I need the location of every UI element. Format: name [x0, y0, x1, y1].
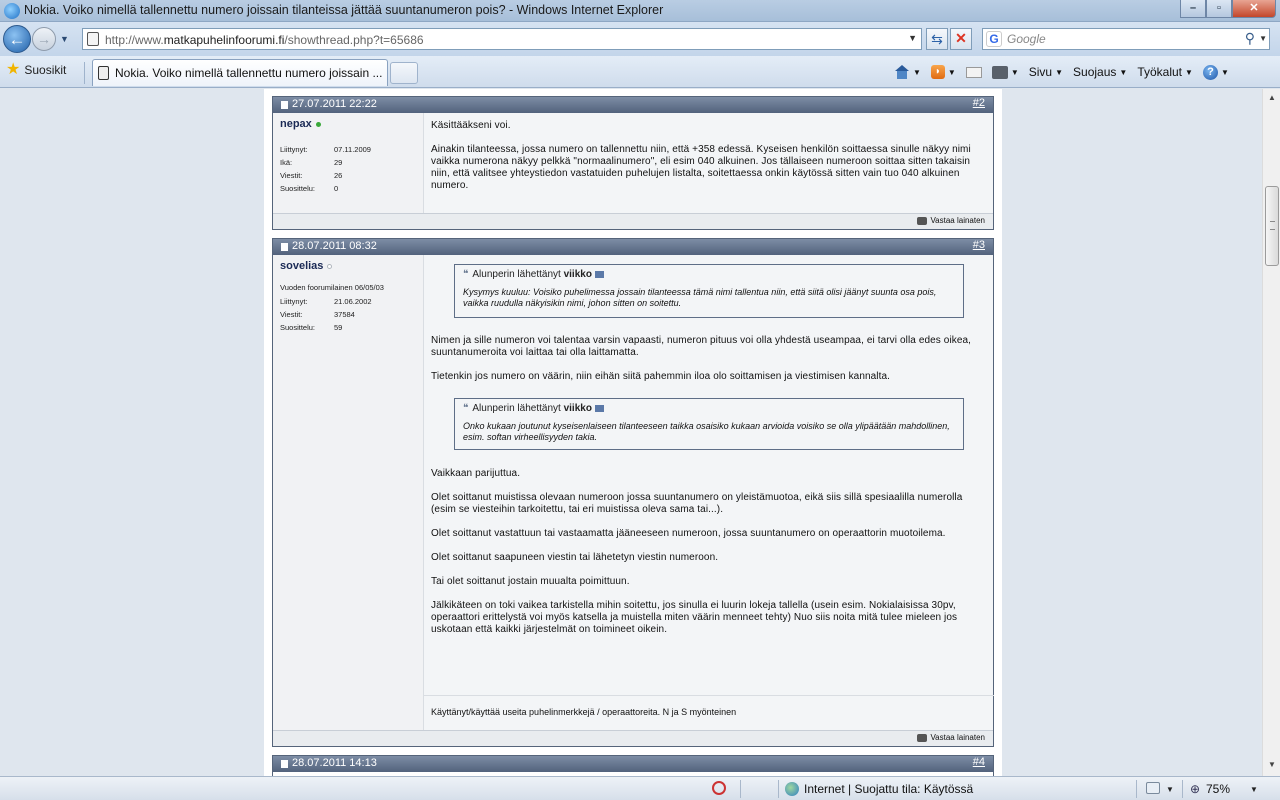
- post-header: [273, 756, 993, 772]
- post-body: [273, 113, 993, 213]
- divider: [740, 780, 741, 798]
- chevron-down-icon[interactable]: ▼: [1166, 785, 1174, 794]
- post-footer: [273, 730, 993, 746]
- quote-text: Onko kukaan joutunut kyseisenlaiseen tilanteeseen taikka osaisiko kukaan arvioida voisiko se olla ylipäätään mahdollinen, esim. softan virheellisyyden takia.: [463, 421, 950, 442]
- tools-menu[interactable]: Työkalut ▼: [1137, 65, 1193, 79]
- page-menu[interactable]: Sivu ▼: [1028, 65, 1064, 79]
- user-info: [273, 255, 424, 730]
- quote-header: ❝ Alunperin lähettänyt viikko: [463, 269, 604, 280]
- message-paragraph: Nimen ja sille numeron voi talentaa varsin vapaasti, numeron pituus voi olla yhdestä useampaa, ei tarvi olla edes oikea, suuntanumeroita voi laittaa tai olla laittamatta.: [431, 335, 972, 358]
- stat-label: Liittynyt:: [280, 297, 308, 306]
- popup-blocked-icon[interactable]: [712, 781, 726, 795]
- favorites-button[interactable]: [6, 63, 66, 77]
- stat-value: 07.11.2009: [334, 145, 371, 154]
- post-message: [431, 335, 981, 395]
- stat-label: Viestit:: [280, 310, 303, 319]
- forum-post: [272, 238, 994, 747]
- message-paragraph: Jälkikäteen on toki vaikea tarkistella mihin soitettu, jos sinulla ei luurin lokeja tallella (usein esim. Nokialaisissa 30pv, operaattori erittelystä voi myös katsella ja muistella miten väärin menneet tehty) Nuo siis noita mitä tulee mieleen jos uskotaan että kaikki järjestelmät on toimineet oikein.: [431, 600, 958, 635]
- quote-text: Kysymys kuuluu: Voisiko puhelimessa jossain tilanteessa tämä nimi tallentua niin, että siitä olisi jäänyt suunta osa pois, vaikka ruudulla näkyisikin nimi, johon sitten on soitettu.: [463, 287, 937, 308]
- security-zone[interactable]: Internet | Suojattu tila: Käytössä: [804, 782, 974, 796]
- divider: [84, 62, 85, 84]
- message-paragraph: Tietenkin jos numero on väärin, niin eihän siitä pahemmin iloa olo soittamisen ja viestimisen kannalta.: [431, 371, 891, 382]
- message-paragraph: Vaikkaan parijuttua.: [431, 468, 521, 479]
- refresh-button[interactable]: ⇆: [926, 28, 948, 50]
- quote-block: [454, 398, 964, 450]
- vertical-scrollbar[interactable]: [1262, 89, 1280, 776]
- stat-label: Viestit:: [280, 171, 303, 180]
- minimize-button[interactable]: –: [1180, 0, 1206, 18]
- post-header: [273, 97, 993, 113]
- post-message: [431, 468, 981, 648]
- search-box[interactable]: [982, 28, 1270, 50]
- quote-icon: ❝: [463, 403, 469, 414]
- search-placeholder[interactable]: Google: [1007, 32, 1046, 46]
- user-title: Vuoden foorumilainen 06/05/03: [280, 283, 384, 292]
- stat-value: 37584: [334, 310, 355, 319]
- command-bar: [890, 61, 1233, 83]
- post-body: [273, 255, 993, 730]
- post-number-link[interactable]: #3: [972, 239, 985, 251]
- mail-button[interactable]: [962, 61, 986, 83]
- stat-value: 59: [334, 323, 343, 332]
- help-button[interactable]: ? ▼: [1199, 61, 1233, 83]
- view-post-icon[interactable]: [595, 271, 604, 278]
- message-paragraph: Ainakin tilanteessa, jossa numero on tallennettu niin, että +358 edessä. Kyseisen henkilön soittaessa sinulle näkyy nimi vaikka numerona näkyy pelkkä "normaalinumero", eli esim 040 alkuinen. Jos tällaiseen numeroon soittaa sitten takaisin niin, että valitsee yhteystiedon vastatuiden puhelujen listalta, soitettaessa onkin käytössä sitten vain tuo 040 alkuinen numero.: [431, 144, 971, 191]
- divider: [778, 780, 779, 798]
- post-footer: [273, 213, 993, 229]
- scroll-thumb[interactable]: [1265, 186, 1279, 266]
- quote-block: [454, 264, 964, 318]
- stop-button[interactable]: ✕: [950, 28, 972, 50]
- star-icon: ★: [6, 61, 21, 78]
- reply-with-quote-button[interactable]: Vastaa lainaten: [917, 733, 985, 742]
- stat-label: Liittynyt:: [280, 145, 308, 154]
- scroll-down-icon[interactable]: ▼: [1268, 760, 1276, 769]
- page-icon: [98, 66, 109, 80]
- forward-button[interactable]: →: [32, 27, 56, 51]
- divider: [1136, 780, 1137, 798]
- print-icon: [992, 66, 1008, 79]
- address-bar[interactable]: [82, 28, 922, 50]
- stat-label: Suosittelu:: [280, 323, 316, 332]
- forum-post: [272, 755, 994, 776]
- status-bar: [0, 776, 1280, 800]
- divider: [1182, 780, 1183, 798]
- message-paragraph: Käsittääkseni voi.: [431, 120, 511, 131]
- post-date: 27.07.2011 22:22: [292, 98, 377, 110]
- rss-icon: ◗: [931, 65, 945, 79]
- print-button[interactable]: ▼: [988, 61, 1023, 83]
- quote-header: ❝ Alunperin lähettänyt viikko: [463, 403, 604, 414]
- user-info: [273, 113, 424, 213]
- post-date: 28.07.2011 08:32: [292, 240, 377, 252]
- post-date: 28.07.2011 14:13: [292, 757, 377, 769]
- home-button[interactable]: ▼: [890, 61, 925, 83]
- tab-bar: [0, 56, 1280, 88]
- maximize-button[interactable]: ▫: [1206, 0, 1232, 18]
- post-message: [431, 120, 981, 204]
- message-paragraph: Olet soittanut vastattuun tai vastaamatta jääneeseen numeroon, jossa suuntanumero on operaattorin muotoilema.: [431, 528, 946, 539]
- quote-author: viikko: [563, 403, 592, 414]
- tab-label: Nokia. Voiko nimellä tallennettu numero joissain ...: [115, 66, 383, 80]
- stat-value: 21.06.2002: [334, 297, 372, 306]
- window-controls: [1180, 0, 1276, 18]
- post-icon: [281, 760, 288, 768]
- address-url[interactable]: http://www.matkapuhelinfoorumi.fi/showthread.php?t=65686: [105, 33, 424, 47]
- globe-icon: [785, 782, 799, 796]
- zoom-level[interactable]: 75%: [1206, 782, 1231, 796]
- stat-value: 29: [334, 158, 343, 167]
- post-icon: [281, 101, 288, 109]
- post-number-link[interactable]: #4: [972, 756, 985, 768]
- quote-icon: [917, 734, 927, 742]
- stat-label: Ikä:: [280, 158, 293, 167]
- post-icon: [281, 243, 288, 251]
- view-post-icon[interactable]: [595, 405, 604, 412]
- navigation-bar: [0, 22, 1280, 56]
- search-icon[interactable]: ⚲: [1244, 30, 1255, 46]
- search-options-icon[interactable]: ▼: [1259, 34, 1267, 43]
- signature-divider: [424, 695, 994, 696]
- online-status-icon: [316, 122, 321, 127]
- back-button[interactable]: ←: [3, 25, 31, 53]
- message-paragraph: Olet soittanut saapuneen viestin tai lähetetyn viestin numeroon.: [431, 552, 719, 563]
- message-paragraph: Olet soittanut muistissa olevaan numeroon jossa suuntanumero on yleistämuotoa, eikä siis sillä spesiaalilla numerolla (esim se viesteihin tarkoitettu, tai eri muistissa oleva sama tai...).: [431, 492, 963, 515]
- help-icon: ?: [1203, 65, 1218, 80]
- google-icon: G: [986, 31, 1002, 47]
- stat-label: Suosittelu:: [280, 184, 316, 193]
- offline-status-icon: [327, 264, 332, 269]
- forum-post: [272, 96, 994, 230]
- post-number-link[interactable]: #2: [972, 97, 985, 109]
- grip-icon: [1270, 221, 1275, 230]
- stat-value: 0: [334, 184, 339, 193]
- stat-value: 26: [334, 171, 343, 180]
- mail-icon: [966, 67, 982, 78]
- favorites-label: Suosikit: [24, 63, 67, 77]
- address-dropdown-icon[interactable]: ▼: [908, 33, 917, 43]
- page-icon: [87, 32, 99, 46]
- quote-icon: ❝: [463, 269, 469, 280]
- title-bar: [0, 0, 1280, 22]
- user-signature: Käyttänyt/käyttää useita puhelinmerkkejä / operaattoreita. N ja S myönteinen: [431, 707, 737, 717]
- zoom-icon[interactable]: ⊕: [1190, 782, 1201, 796]
- post-header: [273, 239, 993, 255]
- feeds-button[interactable]: ◗ ▼: [927, 61, 960, 83]
- home-icon: [894, 65, 910, 79]
- window-title: Nokia. Voiko nimellä tallennettu numero joissain tilanteissa jättää suuntanumeron pois? - Windows Internet Explorer: [24, 3, 664, 17]
- scroll-up-icon[interactable]: ▲: [1268, 93, 1276, 102]
- reply-with-quote-button[interactable]: Vastaa lainaten: [917, 216, 985, 225]
- tab-active[interactable]: [92, 59, 388, 86]
- username-link[interactable]: nepax: [280, 118, 321, 130]
- ie-logo-icon: [4, 3, 20, 19]
- recent-pages-dropdown-icon[interactable]: ▼: [60, 34, 69, 44]
- new-tab-button[interactable]: [390, 62, 418, 84]
- quote-author: viikko: [563, 269, 592, 280]
- chevron-down-icon[interactable]: ▼: [1250, 785, 1258, 794]
- protected-mode-icon[interactable]: [1146, 782, 1160, 794]
- quote-icon: [917, 217, 927, 225]
- username-link[interactable]: sovelias: [280, 260, 332, 272]
- close-button[interactable]: ✕: [1232, 0, 1276, 18]
- message-paragraph: Tai olet soittanut jostain muualta poimittuun.: [431, 576, 630, 587]
- safety-menu[interactable]: Suojaus ▼: [1073, 65, 1128, 79]
